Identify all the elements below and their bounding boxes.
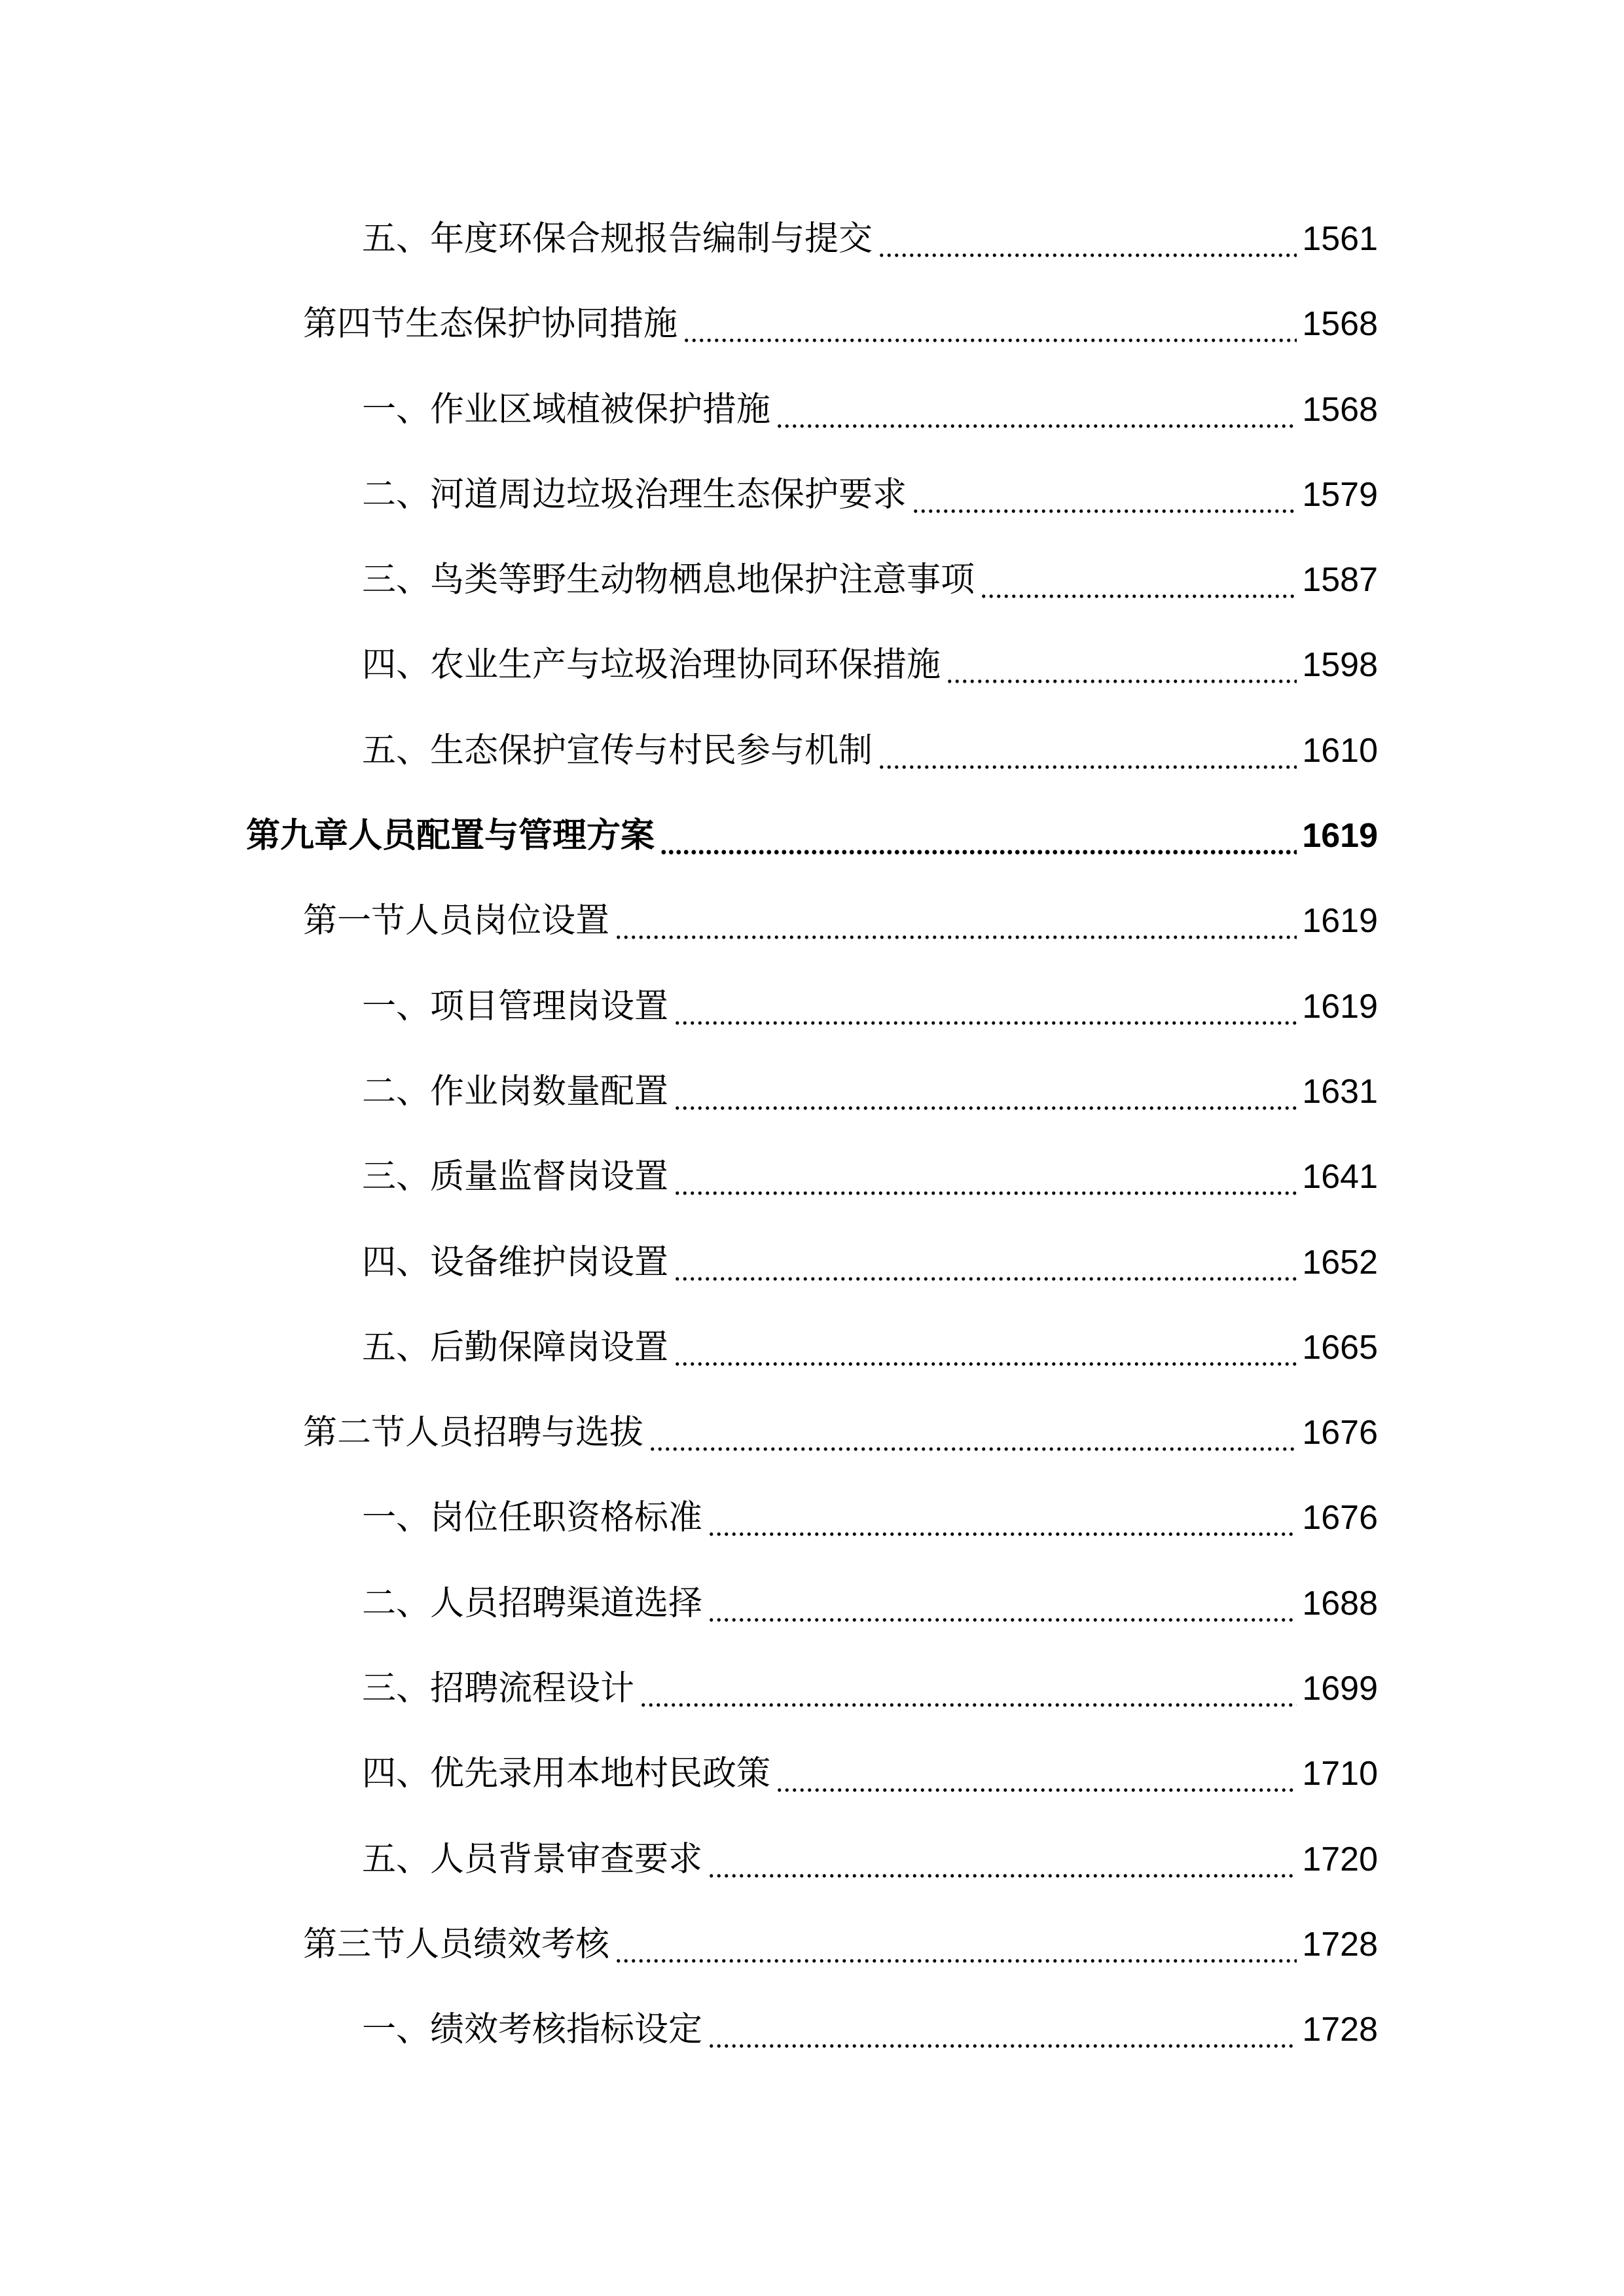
dot-leader [640,1664,1297,1713]
toc-subsection-entry[interactable] [0,1323,1624,1408]
toc-subsection-entry[interactable] [0,641,1624,726]
toc-subsection-entry[interactable] [0,1153,1624,1238]
dot-leader [660,812,1297,860]
toc-section-entry[interactable] [0,1920,1624,2005]
toc-entry-page-number: 1587 [1302,561,1378,600]
toc-subsection-entry[interactable] [0,1664,1624,1749]
toc-entry-title: 二、作业岗数量配置 [362,1071,669,1111]
toc-entry-title: 第二节人员招聘与选拔 [303,1413,644,1453]
toc-subsection-entry[interactable] [0,726,1624,812]
dot-leader [776,386,1297,434]
toc-entry-title: 四、农业生产与垃圾治理协同环保措施 [362,645,941,685]
toc-entry-title: 一、岗位任职资格标准 [362,1498,703,1538]
toc-subsection-entry[interactable] [0,2005,1624,2090]
toc-entry-page-number: 1710 [1302,1755,1378,1793]
toc-entry-page-number: 1619 [1302,817,1378,855]
toc-entry-page-number: 1728 [1302,2011,1378,2049]
toc-subsection-entry[interactable] [0,1494,1624,1579]
toc-subsection-entry[interactable] [0,215,1624,300]
toc-entry-title: 四、设备维护岗设置 [362,1242,669,1282]
toc-section-entry[interactable] [0,1408,1624,1494]
dot-leader [708,2005,1297,2054]
dot-leader [674,1323,1297,1372]
dot-leader [912,471,1297,519]
dot-leader [674,1153,1297,1201]
dot-leader [615,897,1297,945]
toc-section-entry[interactable] [0,897,1624,982]
toc-entry-title: 一、绩效考核指标设定 [362,2010,703,2050]
dot-leader [674,1238,1297,1287]
dot-leader [683,300,1297,348]
toc-entry-page-number: 1676 [1302,1499,1378,1537]
dot-leader [674,1067,1297,1116]
dot-leader [878,726,1297,775]
toc-entry-title: 五、年度环保合规报告编制与提交 [362,219,873,259]
toc-entry-page-number: 1619 [1302,902,1378,941]
toc-entry-title: 五、人员背景审查要求 [362,1839,703,1879]
table-of-contents [0,215,1624,2091]
toc-entry-page-number: 1610 [1302,731,1378,770]
toc-entry-title: 二、河道周边垃圾治理生态保护要求 [362,475,907,514]
dot-leader [980,556,1297,604]
dot-leader [776,1749,1297,1798]
toc-subsection-entry[interactable] [0,386,1624,471]
toc-subsection-entry[interactable] [0,556,1624,641]
dot-leader [674,982,1297,1031]
toc-entry-title: 第九章人员配置与管理方案 [246,816,655,856]
toc-entry-title: 三、招聘流程设计 [362,1669,635,1709]
toc-entry-page-number: 1579 [1302,475,1378,514]
toc-entry-title: 二、人员招聘渠道选择 [362,1583,703,1623]
dot-leader [649,1408,1297,1457]
toc-subsection-entry[interactable] [0,1067,1624,1153]
toc-subsection-entry[interactable] [0,982,1624,1067]
toc-subsection-entry[interactable] [0,471,1624,556]
toc-entry-title: 三、质量监督岗设置 [362,1157,669,1197]
dot-leader [878,215,1297,263]
toc-entry-page-number: 1598 [1302,646,1378,685]
toc-entry-page-number: 1699 [1302,1670,1378,1708]
dot-leader [708,1494,1297,1542]
toc-entry-page-number: 1652 [1302,1243,1378,1282]
dot-leader [615,1920,1297,1969]
dot-leader [708,1579,1297,1628]
toc-entry-title: 五、生态保护宣传与村民参与机制 [362,730,873,770]
toc-entry-title: 第一节人员岗位设置 [303,901,610,941]
toc-entry-title: 一、作业区域植被保护措施 [362,389,771,429]
toc-subsection-entry[interactable] [0,1749,1624,1835]
toc-subsection-entry[interactable] [0,1238,1624,1323]
toc-entry-title: 四、优先录用本地村民政策 [362,1754,771,1794]
toc-entry-page-number: 1568 [1302,305,1378,344]
toc-entry-title: 一、项目管理岗设置 [362,986,669,1026]
toc-subsection-entry[interactable] [0,1835,1624,1920]
toc-entry-title: 第三节人员绩效考核 [303,1924,610,1964]
toc-entry-title: 五、后勤保障岗设置 [362,1327,669,1367]
toc-entry-page-number: 1720 [1302,1840,1378,1878]
toc-entry-page-number: 1676 [1302,1414,1378,1452]
toc-entry-title: 三、鸟类等野生动物栖息地保护注意事项 [362,560,975,600]
toc-entry-page-number: 1641 [1302,1158,1378,1196]
toc-entry-page-number: 1568 [1302,390,1378,429]
toc-entry-page-number: 1619 [1302,987,1378,1026]
toc-chapter-entry[interactable] [0,812,1624,897]
toc-entry-page-number: 1631 [1302,1072,1378,1111]
toc-entry-title: 第四节生态保护协同措施 [303,304,678,344]
toc-entry-page-number: 1688 [1302,1584,1378,1623]
toc-entry-page-number: 1561 [1302,220,1378,258]
dot-leader [946,641,1297,689]
toc-entry-page-number: 1665 [1302,1328,1378,1367]
dot-leader [708,1835,1297,1884]
toc-entry-page-number: 1728 [1302,1925,1378,1964]
toc-section-entry[interactable] [0,300,1624,385]
toc-subsection-entry[interactable] [0,1579,1624,1664]
